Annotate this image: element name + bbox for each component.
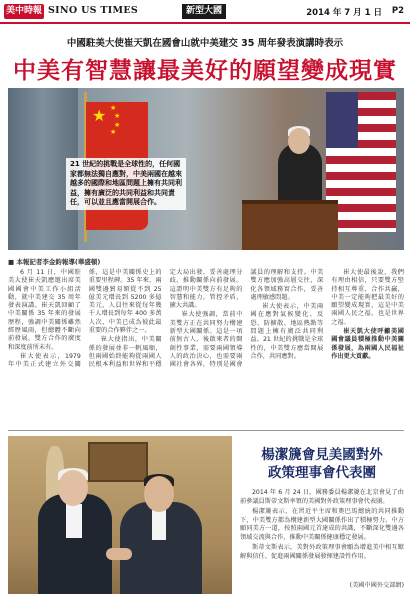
lead-article-body xyxy=(8,257,404,427)
star-icon: ★ xyxy=(114,121,121,129)
headline-line: 楊潔篪會見美國對外 xyxy=(261,447,383,463)
headline-line: 政策理事會代表團 xyxy=(268,465,376,481)
section-label: 新型大國 xyxy=(182,4,226,19)
handshake xyxy=(106,548,132,560)
second-story-photo xyxy=(8,436,232,594)
article-closing: 崔天凱大使呼籲美國國會議員積極推動中美關係發展，為兩國人民福祉作出更大貢獻。 xyxy=(331,328,404,360)
article-columns xyxy=(8,269,404,370)
newspaper-logo: 美中時報 xyxy=(4,4,44,19)
section-divider xyxy=(8,430,404,431)
reporter-byline: ■ 本報記者李金鈞報導(華盛頓) xyxy=(8,258,101,266)
star-icon: ★ xyxy=(114,112,121,120)
article-paragraph: 斯蒂文斯表示，美對外政策理事會願為增進美中相互瞭解與信任、促進兩國關係發展發揮建設性作用。 xyxy=(240,544,404,560)
star-icon: ★ xyxy=(110,128,117,136)
article-paragraph: 楊潔篪表示，在習近平主席和奧巴馬總統的共同推動下，中美雙方都為構建新型大國關係作出了積極努力。中方願同美方一道，按照兩國元首達成的共識，不斷深化雙邊各領域交流與合作，推動中美關係健康穩定發展。 xyxy=(240,508,404,541)
photo-caption: 21 世紀的挑戰是全球性的，任何國家都無法獨自應對，中美兩國在越來越多的國際和地區問題上擁有共同利益，擁有廣泛的共同利益和共同責任，可以並且應當開展合作。 xyxy=(66,158,186,210)
second-story-body xyxy=(240,489,404,563)
podium xyxy=(242,200,338,250)
newspaper-english-title: SINO US TIMES xyxy=(48,5,139,16)
figure-right-shirt xyxy=(152,510,166,540)
lead-headline: 中美有智慧讓最美好的願望變成現實 xyxy=(13,58,397,84)
masthead xyxy=(0,0,410,24)
article-paragraph: 崔大使最後說，我們有理由相信，只要雙方堅持相互尊重、合作共贏，中美一定能夠把最美好的願望變成現實，這是中美兩國人民之福，也是世界之福。 xyxy=(331,269,404,326)
figure-left-shirt xyxy=(66,504,82,538)
speaker-head xyxy=(288,128,310,154)
source-credit: (美國中國外交部網) xyxy=(349,582,404,589)
lead-subheadline: 中國駐美大使崔天凱在國會山就中美建交 35 周年發表演講時表示 xyxy=(66,38,344,49)
article-paragraph: 崔大使指出，中美關係的發展並非一帆風順，但兩國始終能夠從兩國人民根本利益和世界和平穩定大局出發，妥善處理分歧，推動關係向前發展。這證明中美雙方有足夠的智慧和能力，管控矛盾，擴大共識。 xyxy=(88,269,243,369)
wall-painting xyxy=(88,442,148,482)
article-paragraph: 崔大使強調，當前中美雙方正在共同努力構建新型大國關係。這是一項前無古人、後啟來者的開創性事業，需要兩國領導人的政治決心，也需要兩國社會各界，特別是國會議員的理解和支持。中美雙方應加強高層交往，深化各領域務實合作，妥善處理敏感問題。 xyxy=(169,269,324,369)
star-icon: ★ xyxy=(110,104,117,112)
figure-right-head xyxy=(144,476,174,512)
article-paragraph: 崔大使表示，1979 年中美正式建立外交關係，這是中美關係史上的重要里程碑。35 年來，兩國雙邊貿易額從不到 25 億美元增長到 5200 多億美元，人員往來從每年幾千人增長到每年 400 多萬人次，中美已成為彼此最重要的合作夥伴之一。 xyxy=(8,269,162,369)
issue-date: 2014 年 7 月 1 日 xyxy=(306,8,382,18)
article-paragraph: 崔大使表示，中美兩國在應對氣候變化、反恐、防擴散、地區熱點等問題上擁有廣泛共同利益。21 世紀的挑戰是全球性的，中美雙方應當開展合作，共同應對。 xyxy=(250,303,324,360)
star-icon: ★ xyxy=(92,106,107,125)
figure-left-head xyxy=(58,470,88,506)
article-paragraph: 6 月 11 日，中國駐美大使崔天凱應邀出席美國國會中美工作小組活動，就中美建交 35 周年發表演講。崔天凱回顧了中美關係 35 年來的發展歷程，強調中美關係雖然經歷風雨，但總體不斷向前發展，雙方合作的廣度和深度前所未有。 xyxy=(8,269,81,351)
us-flag-canton xyxy=(326,92,358,148)
page-number: P2 xyxy=(391,6,404,16)
lead-photo xyxy=(8,88,404,250)
article-paragraph: 2014 年 6 月 24 日，國務委員楊潔篪在北京會見了由前參議員斯蒂文斯率領的美國對外政策理事會代表團。 xyxy=(240,489,404,505)
second-story-headline xyxy=(240,446,404,482)
